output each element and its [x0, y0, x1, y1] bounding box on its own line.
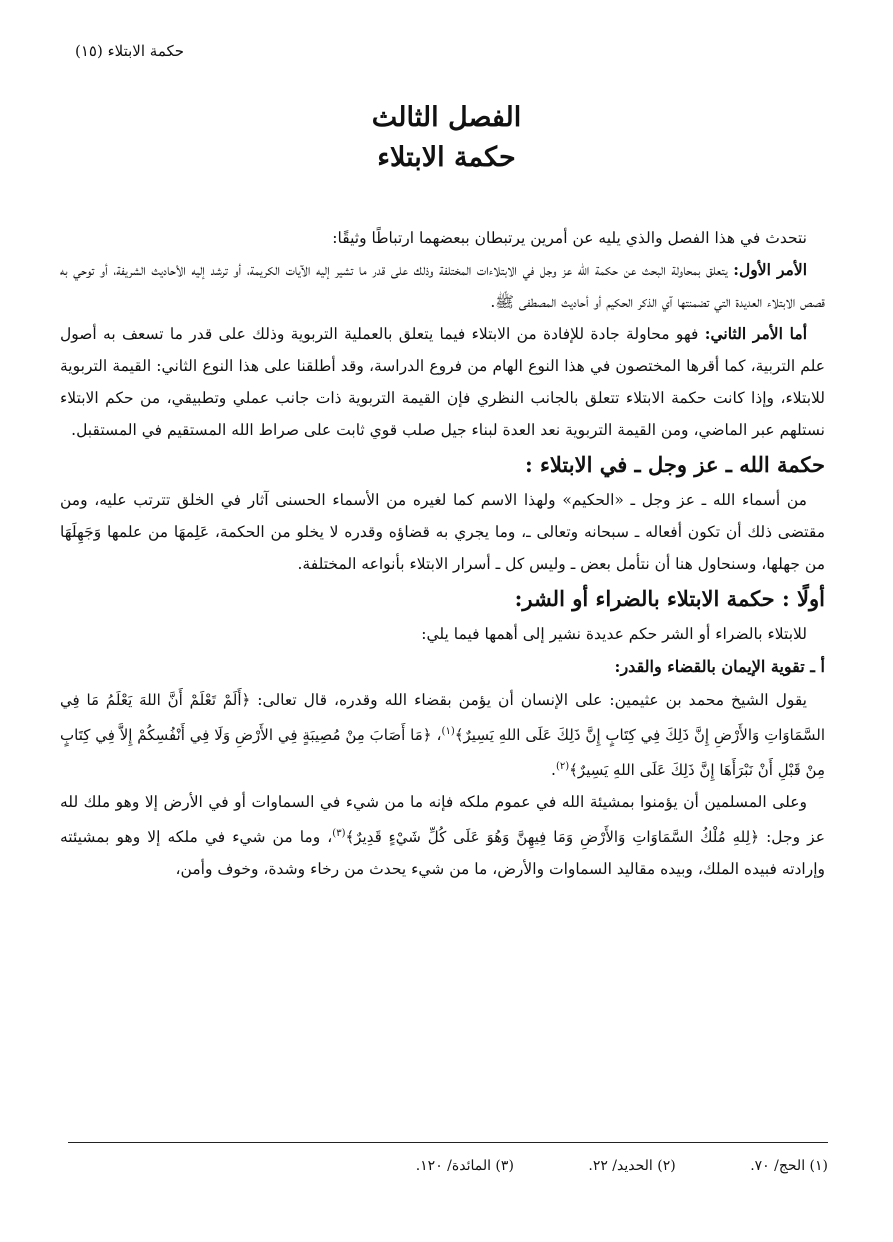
chapter-title: الفصل الثالث: [371, 102, 522, 133]
verse-3: ﴿لِلهِ مُلْكُ السَّمَاوَاتِ وَالأَرْضِ وَمَا فِيهِنَّ وَهُوَ عَلَى كُلِّ شَيْءٍ قَدِيرٌ﴾: [345, 828, 759, 847]
will-text-1: وعلى المسلمين أن يؤمنوا بمشيئة الله في عموم ملكه فإنه ما من شيء في السماوات أو في الأرض إلا وهو ملك لله عز وجل:: [60, 793, 825, 847]
footnote-ref-3: (٣): [332, 828, 346, 840]
second-matter-lead: أما الأمر الثاني:: [704, 324, 807, 343]
chapter-subtitle: حكمة الابتلاء: [377, 142, 516, 173]
verse-2: ﴿مَا أَصَابَ مِنْ مُصِيبَةٍ فِي الأَرْضِ وَلَا فِي أَنْفُسِكُمْ إِلاَّ فِي كِتَابٍ مِنْ قَبْلِ أَنْ نَبْرَأَهَا إِنَّ ذَلِكَ عَلَى اللهِ يَسِيرٌ﴾: [60, 726, 825, 780]
chapter-titles: [0, 98, 893, 178]
body-text: [60, 222, 825, 885]
wisdom-paragraph: من أسماء الله ـ عز وجل ـ «الحكيم» ولهذا الاسم كما لغيره من الأسماء الحسنى آثار في الخلق تترتب عليه، ومن مقتضى ذلك أن تكون أفعاله ـ سبحانه وتعالى ـ، وما يجري به قضاؤه وقدره لا يخلو من الحكمة، عَلِمهَا من علمها وَجَهِلَهَا من جهلها، وسنحاول هنا أن نتأمل بعض ـ وليس كل ـ أسرار الابتلاء بأنواعه المختلفة.: [60, 491, 825, 573]
second-matter-text: فهو محاولة جادة للإفادة من الابتلاء فيما يتعلق بالعملية التربوية وذلك على قدر ما تسعف به أصول علم التربية، كما أقرها المختصون في هذا النوع الهام من فروع الدراسة، وقد أطلقنا على هذا النوع الثاني: القيمة التربوية للابتلاء، وإذا كانت حكمة الابتلاء تتعلق بالجانب النظري فإن القيمة التربوية ذات جانب عملي وتطبيقي، من حكم الابتلاء نستلهم عبر الماضي، ومن القيمة التربوية نعد العدة لبناء جيل صلب قوي ثابت على صراط الله المستقيم في المستقبل.: [60, 325, 825, 439]
intro-paragraph: نتحدث في هذا الفصل والذي يليه عن أمرين يرتبطان ببعضهما ارتباطًا وثيقًا:: [332, 229, 807, 247]
running-title: حكمة الابتلاء (١٥): [75, 42, 185, 60]
quote-paragraph: [60, 684, 825, 786]
first-matter-paragraph: [60, 254, 825, 318]
footnotes: [68, 1158, 828, 1174]
subsection-heading-first: أولًا : حكمة الابتلاء بالضراء أو الشر:: [514, 586, 825, 611]
footnote-divider: [68, 1142, 828, 1143]
section-heading-wisdom: حكمة الله ـ عز وجل ـ في الابتلاء :: [524, 452, 825, 477]
quote-intro: يقول الشيخ محمد بن عثيمين: على الإنسان أن يؤمن بقضاء الله وقدره، قال تعالى:: [250, 691, 807, 709]
first-matter-text: يتعلق بمحاولة البحث عن حكمة الله عز وجل في الابتلاءات المختلفة وذلك على قدر ما تشير إليه الآيات الكريمة، أو ترشد إليه الأحاديث الشريفة، أو توحي به قصص الابتلاء العديدة التي تضمنتها آي الذكر الحكيم أو أحاديث المصطفى ﷺ.: [60, 261, 825, 311]
quote-end: .: [551, 761, 556, 780]
verse-1: ﴿أَلَمْ تَعْلَمْ أَنَّ اللهَ يَعْلَمُ مَا فِي السَّمَاوَاتِ وَالأَرْضِ إِنَّ ذَلِكَ فِي كِتَابٍ إِنَّ ذَلِكَ عَلَى اللهِ يَسِيرٌ﴾: [60, 691, 825, 745]
verse-separator: ،: [431, 726, 442, 745]
footnote-3: (٣) المائدة/ ١٢٠.: [415, 1158, 514, 1174]
first-intro-paragraph: للابتلاء بالضراء أو الشر حكم عديدة نشير إلى أهمها فيما يلي:: [421, 625, 807, 643]
footnote-ref-2: (٢): [555, 761, 570, 773]
first-matter-lead: الأمر الأول:: [733, 260, 808, 279]
will-paragraph: [60, 786, 825, 885]
footnote-2: (٢) الحديد/ ٢٢.: [588, 1158, 676, 1174]
second-matter-paragraph: [60, 318, 825, 446]
will-text-2: ، وما من شيء في ملكه إلا وهو بمشيئته وإرادته فبيده الملك، وبيده مقاليد السماوات والأرض، ما من شيء يحدث من رخاء وشدة، وخوف وأمن،: [60, 828, 825, 879]
footnote-1: (١) الحج/ ٧٠.: [750, 1158, 828, 1174]
footnote-ref-1: (١): [441, 726, 455, 737]
point-heading-a: أ ـ تقوية الإيمان بالقضاء والقدر:: [614, 657, 825, 676]
